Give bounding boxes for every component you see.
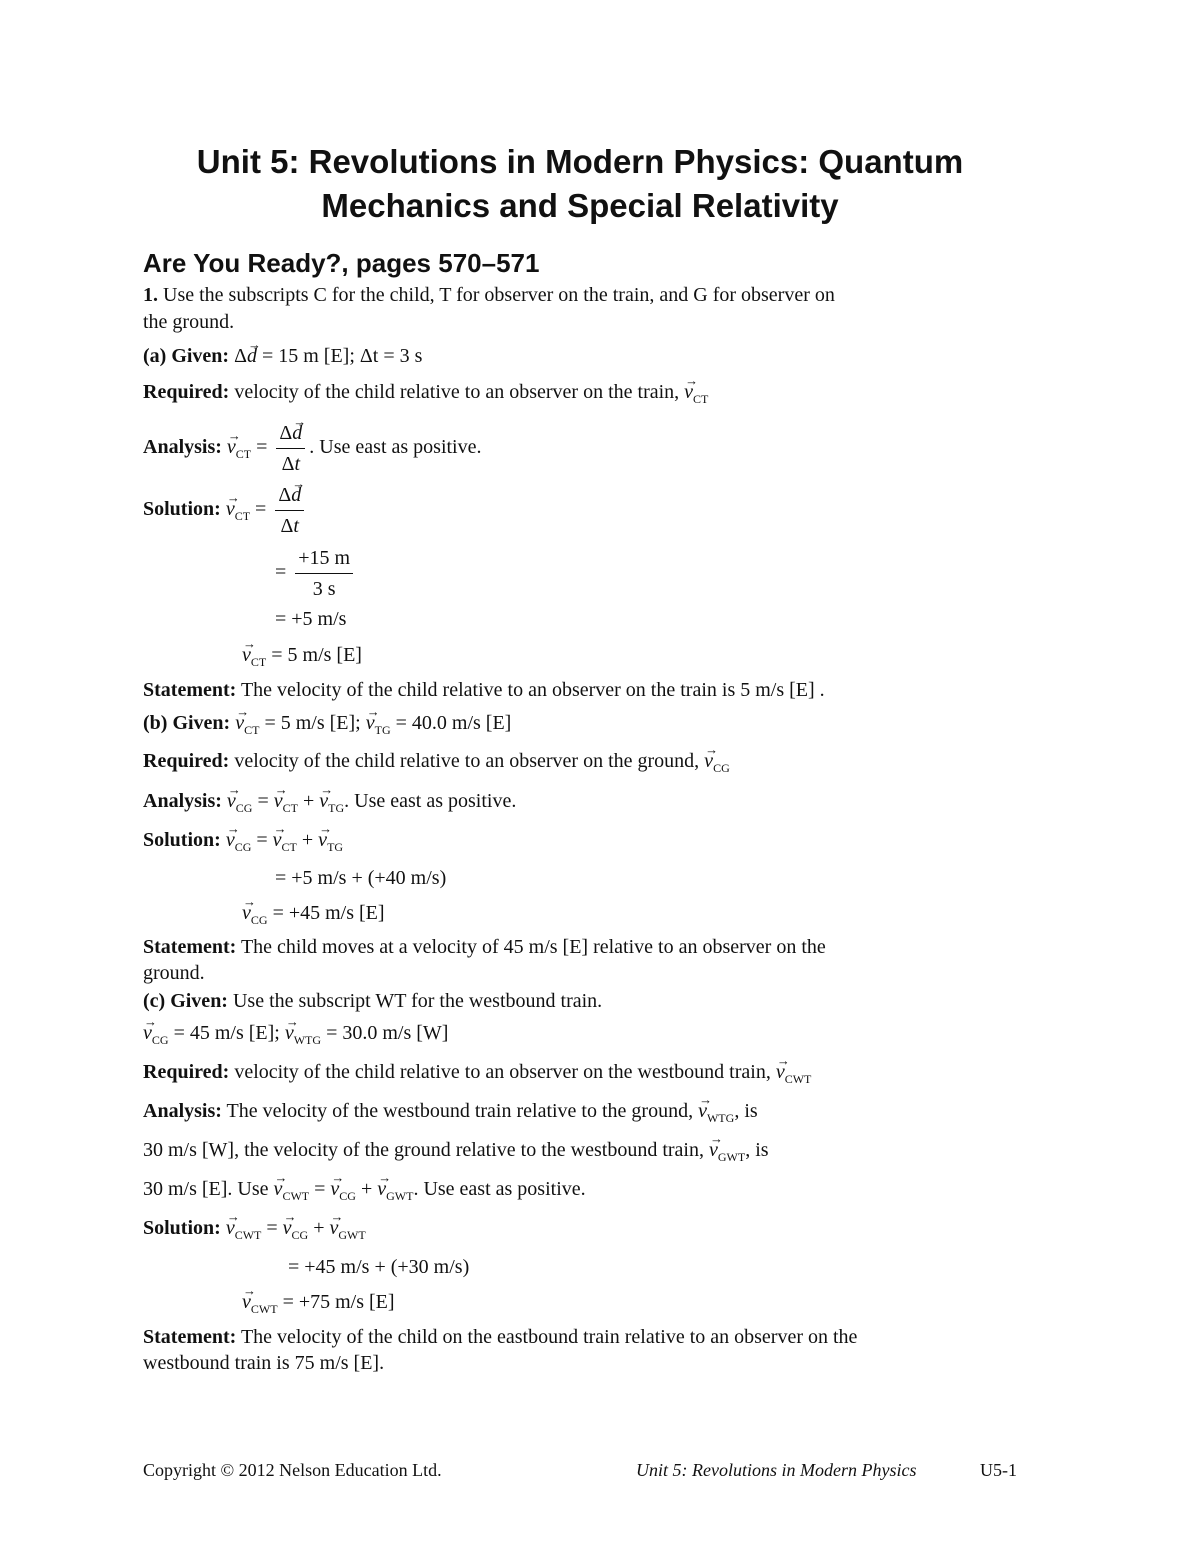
c-analysis-1: Analysis: The velocity of the westbound train relative to the ground, → $v_{WTG}$, is xyxy=(143,1098,758,1126)
footer-unit: Unit 5: Revolutions in Modern Physics xyxy=(636,1460,917,1480)
b-analysis: Analysis: → $v_{CG}$ = → $v_{CT}$ + → $v_{TG}$. Use east as positive. xyxy=(143,788,516,816)
b-statement-1: Statement: The child moves at a velocity of 45 m/s [E] relative to an observer on the xyxy=(143,936,826,958)
a-step-3: → $v_{CT} = 5$ m/s [E] xyxy=(242,642,362,670)
a-given: (a) Given: Δ→ d = 15 m [E]; Δt = 3 s xyxy=(143,343,422,369)
b-statement-2: ground. xyxy=(143,962,205,984)
title-line-1: Unit 5: Revolutions in Modern Physics: Quantum xyxy=(196,143,964,180)
c-step-1: = +45 m/s + (+30 m/s) xyxy=(288,1256,470,1278)
page-title xyxy=(0,140,1130,228)
a-analysis: Analysis: → $v_{CT}$ = $\frac{\Delta\to d}{\Delta t}$ . Use east as positive. xyxy=(143,418,481,479)
section-heading: Are You Ready?, pages 570–571 xyxy=(143,248,540,278)
b-solution: Solution: → $v_{CG}$ = → $v_{CT}$ + → $v_{TG}$ xyxy=(143,827,343,855)
footer-page-number: U5-1 xyxy=(980,1460,1017,1480)
c-statement-2: westbound train is 75 m/s [E]. xyxy=(143,1352,385,1374)
a-required: Required: velocity of the child relative to an observer on the train, → $v_{CT}$ xyxy=(143,379,708,407)
b-step-2: → $v_{CG} = +45$ m/s [E] xyxy=(242,900,385,928)
c-solution: Solution: → $v_{CWT}$ = → $v_{CG}$ + → $v_{GWT}$ xyxy=(143,1215,366,1243)
a-solution: Solution: → $v_{CT}$ = $\frac{\Delta\to d}{\Delta t}$ xyxy=(143,480,308,541)
footer-copyright: Copyright © 2012 Nelson Education Ltd. xyxy=(143,1460,442,1480)
a-statement: Statement: The velocity of the child relative to an observer on the train is 5 m/s [E] . xyxy=(143,679,825,701)
b-required: Required: velocity of the child relative to an observer on the ground, → $v_{CG}$ xyxy=(143,748,730,776)
c-given-intro: (c) Given: Use the subscript WT for the westbound train. xyxy=(143,990,603,1012)
b-step-1: = +5 m/s + (+40 m/s) xyxy=(275,867,447,889)
a-step-2: = +5 m/s xyxy=(275,608,347,630)
q1-intro-1: 1. Use the subscripts C for the child, T for observer on the train, and G for observer on xyxy=(143,284,835,306)
c-analysis-2: 30 m/s [W], the velocity of the ground relative to the westbound train, → $v_{GWT}$, is xyxy=(143,1137,769,1165)
c-analysis-3: 30 m/s [E]. Use → $v_{CWT}$ = → $v_{CG}$ + → $v_{GWT}$. Use east as positive. xyxy=(143,1176,586,1204)
c-statement-1: Statement: The velocity of the child on the eastbound train relative to an observer on the xyxy=(143,1326,858,1348)
title-line-2: Mechanics and Special Relativity xyxy=(321,187,839,224)
b-given: (b) Given: → $v_{CT} = 5$ m/s [E]; → $v_{TG} = 40.0$ m/s [E] xyxy=(143,710,511,738)
a-step-1: = $\frac{+15 m}{3 s}$ xyxy=(275,543,357,604)
c-step-2: → $v_{CWT} = +75$ m/s [E] xyxy=(242,1289,395,1317)
q1-intro-2: the ground. xyxy=(143,311,235,333)
c-required: Required: velocity of the child relative to an observer on the westbound train, → $v_{CWT}$ xyxy=(143,1059,811,1087)
c-given: → $v_{CG} = 45$ m/s [E]; → $v_{WTG} = 30.0$ m/s [W] xyxy=(143,1020,448,1048)
